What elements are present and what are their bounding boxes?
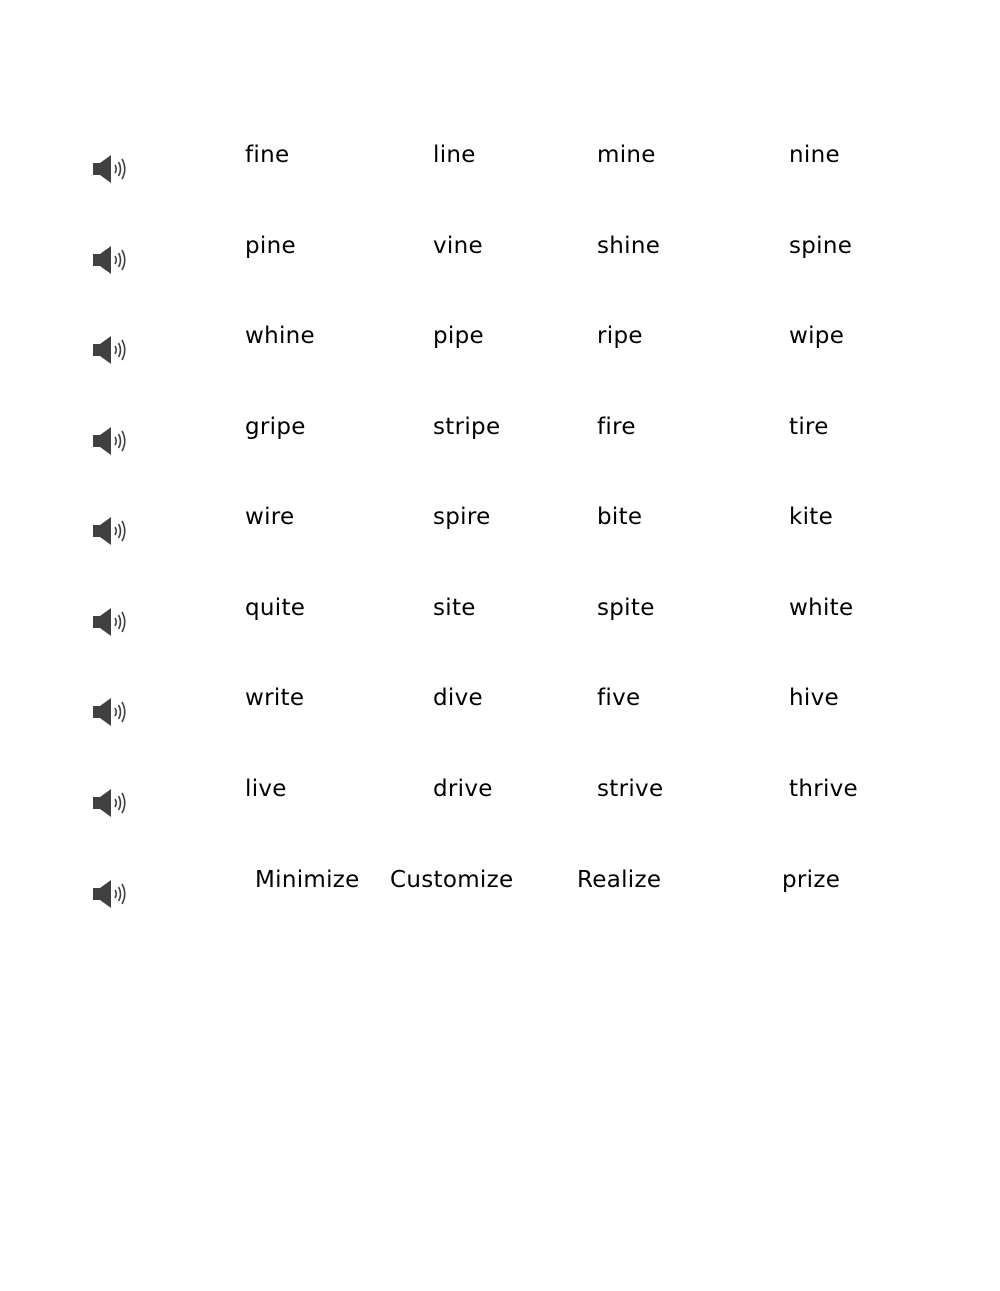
word-option[interactable]: mine [597,142,656,168]
word-row [0,140,1000,200]
word-option[interactable]: dive [433,685,483,711]
speaker-icon[interactable] [91,333,129,367]
word-option[interactable]: Realize [577,867,662,893]
word-option[interactable]: write [245,685,305,711]
word-option[interactable]: fire [597,414,636,440]
word-option[interactable]: tire [789,414,829,440]
word-row [0,774,1000,834]
word-option[interactable]: Minimize [255,867,360,893]
speaker-icon[interactable] [91,243,129,277]
word-option[interactable]: spite [597,595,655,621]
word-option[interactable]: site [433,595,476,621]
word-option[interactable]: stripe [433,414,501,440]
word-option[interactable]: line [433,142,476,168]
speaker-icon[interactable] [91,424,129,458]
word-option[interactable]: wire [245,504,295,530]
word-option[interactable]: vine [433,233,483,259]
word-option[interactable]: white [789,595,854,621]
word-row [0,683,1000,743]
word-option[interactable]: wipe [789,323,845,349]
speaker-icon[interactable] [91,877,129,911]
speaker-icon[interactable] [91,605,129,639]
word-option[interactable]: whine [245,323,316,349]
word-option[interactable]: strive [597,776,664,802]
word-option[interactable]: shine [597,233,661,259]
word-row [0,593,1000,653]
word-option[interactable]: five [597,685,641,711]
word-option[interactable]: spine [789,233,853,259]
word-row [0,502,1000,562]
word-option[interactable]: fine [245,142,290,168]
speaker-icon[interactable] [91,695,129,729]
word-option[interactable]: Customize [390,867,514,893]
word-row [0,865,1000,925]
word-row [0,231,1000,291]
word-option[interactable]: bite [597,504,643,530]
word-option[interactable]: live [245,776,287,802]
word-option[interactable]: kite [789,504,834,530]
word-option[interactable]: prize [782,867,841,893]
speaker-icon[interactable] [91,152,129,186]
word-option[interactable]: thrive [789,776,859,802]
word-option[interactable]: nine [789,142,840,168]
word-option[interactable]: pipe [433,323,484,349]
word-option[interactable]: pine [245,233,296,259]
word-option[interactable]: gripe [245,414,306,440]
word-option[interactable]: hive [789,685,839,711]
word-row [0,321,1000,381]
word-row [0,412,1000,472]
word-option[interactable]: ripe [597,323,643,349]
word-option[interactable]: quite [245,595,306,621]
speaker-icon[interactable] [91,786,129,820]
speaker-icon[interactable] [91,514,129,548]
word-option[interactable]: spire [433,504,491,530]
word-option[interactable]: drive [433,776,493,802]
